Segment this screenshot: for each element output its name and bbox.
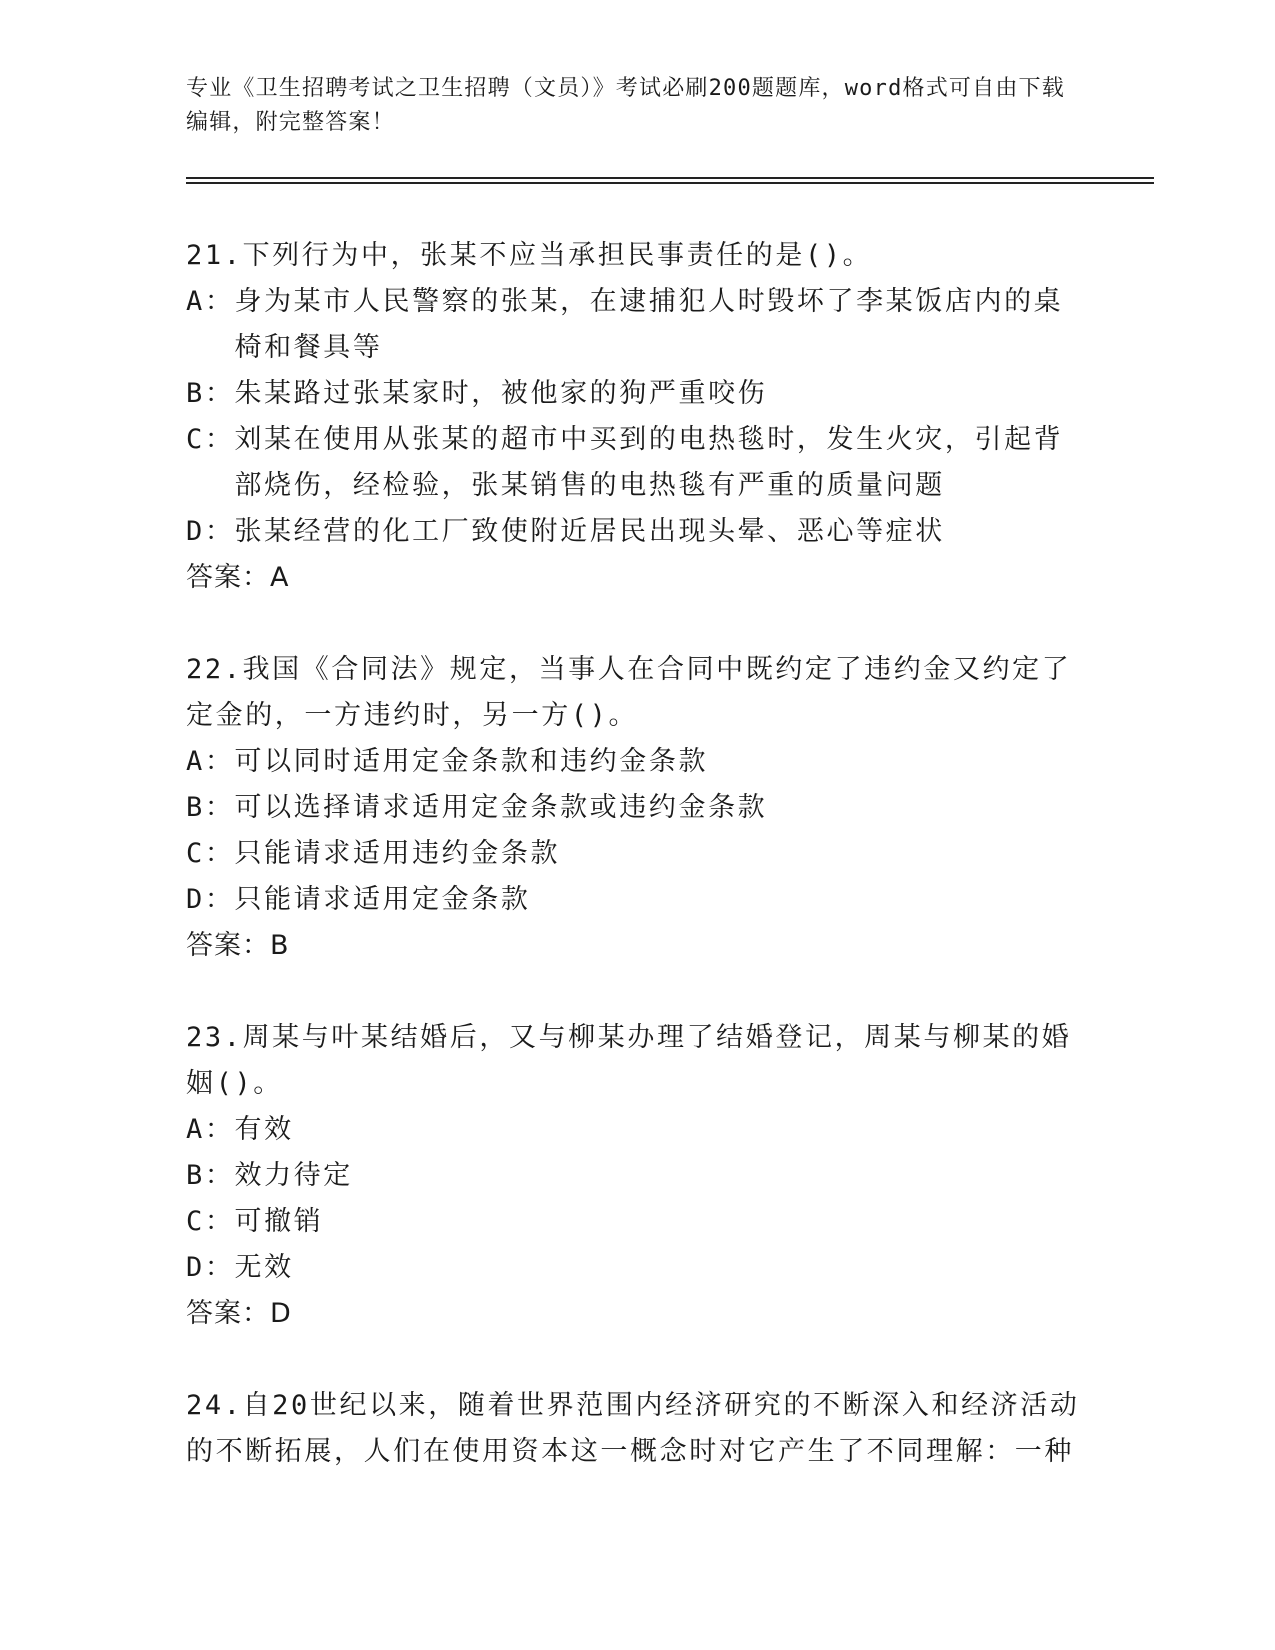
answer-line: 答案：A	[186, 562, 290, 593]
option-a	[186, 279, 1086, 371]
option-text: 可撤销	[234, 1206, 324, 1237]
option-letter: C：	[186, 838, 235, 869]
question-stem: 22.我国《合同法》规定，当事人在合同中既约定了违约金又约定了定金的，一方违约时，另一方()。	[186, 654, 1072, 731]
document-header: 专业《卫生招聘考试之卫生招聘（文员）》考试必刷200题题库，word格式可自由下载编辑，附完整答案！	[186, 76, 1065, 135]
option-letter: D：	[186, 884, 235, 915]
option-a	[186, 1107, 1086, 1153]
option-text: 身为某市人民警察的张某，在逮捕犯人时毁坏了李某饭店内的桌椅和餐具等	[234, 286, 1064, 363]
option-d	[186, 877, 1086, 923]
option-d	[186, 1245, 1086, 1291]
option-text: 张某经营的化工厂致使附近居民出现头晕、恶心等症状	[234, 516, 945, 547]
option-text: 只能请求适用违约金条款	[234, 838, 561, 869]
question-stem: 24.自20世纪以来，随着世界范围内经济研究的不断深入和经济活动的不断拓展，人们在使用资本这一概念时对它产生了不同理解：一种	[186, 1390, 1080, 1467]
question-21	[186, 233, 1086, 601]
answer-line: 答案：B	[186, 930, 290, 961]
option-letter: A：	[186, 746, 235, 777]
option-text: 效力待定	[234, 1160, 353, 1191]
option-letter: B：	[186, 1160, 235, 1191]
option-text: 有效	[234, 1114, 294, 1145]
option-c	[186, 417, 1086, 509]
option-letter: B：	[186, 792, 235, 823]
question-list	[186, 233, 1086, 1521]
question-23	[186, 1015, 1086, 1337]
option-a	[186, 739, 1086, 785]
option-letter: A：	[186, 286, 235, 317]
option-letter: C：	[186, 1206, 235, 1237]
option-text: 刘某在使用从张某的超市中买到的电热毯时，发生火灾，引起背部烧伤，经检验，张某销售的电热毯有严重的质量问题	[234, 424, 1064, 501]
header-rule-bottom	[186, 182, 1154, 184]
header-rule-top	[186, 177, 1154, 179]
option-letter: C：	[186, 424, 235, 455]
option-letter: D：	[186, 516, 235, 547]
question-stem: 21.下列行为中，张某不应当承担民事责任的是()。	[186, 240, 873, 271]
question-24	[186, 1383, 1086, 1475]
option-text: 朱某路过张某家时，被他家的狗严重咬伤	[234, 378, 768, 409]
option-text: 只能请求适用定金条款	[234, 884, 531, 915]
option-c	[186, 831, 1086, 877]
option-text: 可以选择请求适用定金条款或违约金条款	[234, 792, 768, 823]
option-letter: A：	[186, 1114, 235, 1145]
option-letter: B：	[186, 378, 235, 409]
option-b	[186, 785, 1086, 831]
option-b	[186, 1153, 1086, 1199]
option-d	[186, 509, 1086, 555]
option-b	[186, 371, 1086, 417]
answer-line: 答案：D	[186, 1298, 292, 1329]
option-text: 无效	[234, 1252, 294, 1283]
question-stem: 23.周某与叶某结婚后，又与柳某办理了结婚登记，周某与柳某的婚姻()。	[186, 1022, 1072, 1099]
question-22	[186, 647, 1086, 969]
option-c	[186, 1199, 1086, 1245]
option-letter: D：	[186, 1252, 235, 1283]
option-text: 可以同时适用定金条款和违约金条款	[234, 746, 709, 777]
